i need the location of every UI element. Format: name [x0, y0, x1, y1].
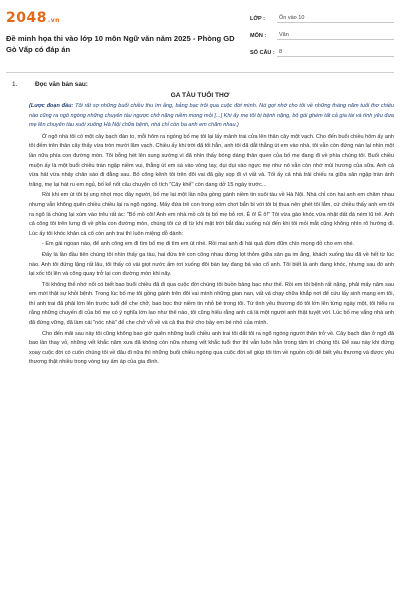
- meta-row-question-count: [250, 44, 394, 61]
- passage-paragraph: Ở ngõ nhà tôi có một cây bạch đàn to, mỗi hôm ra ngóng bố mẹ tôi lại lấy mảnh trai cửa lên thân cây một vạch. Cho đến buổi chiều hôm ấy anh tôi đếm trên thân cây thấy vừa tròn mười lăm vạch. Chiều ấy khi trời đã tối hẳn, anh tôi đã dắt thằng út em vào nhà, tôi vẫn còn đứng nán lại nhìn một lần nữa phía con đường mòn. Tôi bỗng hét lên sung sướng vì đã nhìn thấy bóng dáng thân quen của bố mẹ đang đi về phía chúng tôi. Buổi chiều muộn ấy là một buổi chiều tràn ngập niềm vui, thằng út em sà vào vòng tay, dụi dụi vào ngực mẹ như nó vẫn còn nhớ mùi hương của sữa. Anh cả vừa hát vừa nhảy chân sáo đi đằng sau. Bố cõng kênh tôi trên đôi vai đã gầy sọp đi vì vất vả. Tối ấy cả nhà trải chiếu ra giữa sân ngập tràn ánh trăng, mẹ lại hát ru em ngủ, bố kể nốt câu chuyện cổ tích "Cây khế" còn dang dở 15 ngày trước...: [29, 133, 394, 188]
- meta-row-class: [250, 10, 394, 27]
- intro-lead: (Lược đoạn đầu:: [29, 103, 74, 109]
- meta-value: 8: [277, 49, 394, 57]
- question-prompt: Đọc văn bản sau:: [35, 81, 88, 88]
- passage-paragraph: Cho đến mãi sau này tôi cũng không bao giờ quên những buổi chiều anh trai tôi dắt tôi ra ngõ ngóng người thân trở về. Cây bạch đàn ở ngõ đã bao lần thay vỏ, những vết khắc năm xưa đã không còn nữa nhưng vết khắc tuổi thơ thì vẫn luôn hằn trong tâm trí chúng tôi. Để sau này khi đứng xoay cuộc đời có cuốn chúng tôi về đâu đi nữa thì những buổi chiều ngóng qua cuộc đời sẽ giúp tôi tìm về nguồn cội để biết yêu thương và được yêu thương thật nhiều trong vòng tay ấm áp của gia đình.: [29, 330, 394, 366]
- question-content: [6, 79, 394, 600]
- meta-label: SỐ CÂU :: [250, 49, 275, 56]
- passage-intro: [29, 102, 394, 131]
- question-number: 1.: [12, 81, 18, 88]
- logo-suffix: .vn: [47, 17, 60, 24]
- exam-meta: [250, 10, 394, 61]
- meta-label: LỚP :: [250, 15, 265, 22]
- logo-text: 2048: [6, 10, 47, 26]
- question-heading: [6, 81, 394, 88]
- meta-value: Ôn vào 10: [277, 15, 394, 23]
- page-title: Đề minh họa thi vào lớp 10 môn Ngữ văn năm 2025 - Phòng GD Gò Vấp có đáp án: [6, 34, 235, 54]
- page-header: [0, 0, 400, 72]
- meta-value: Văn: [277, 32, 394, 40]
- site-logo[interactable]: [6, 10, 60, 26]
- passage-paragraph: Tôi không thể nhớ nổi có biết bao buổi chiều đã đi qua cuộc đời chúng tôi buồn bảng bạc như thế. Rồi em tôi bệnh rất nặng, phải mấy năm sau em mới thật sự khỏi bệnh. Trong lúc bố mẹ tôi gồng gánh trên đôi vai mình những gian nan, vất vả chạy chữa khắp nơi để cứu lấy sinh mạng em tôi, thì anh trai đã phải lớn lên trước tuổi để che chở, bao bọc thứ niềm tin nhỏ bé trong tôi. Từ tình yêu thương đó tôi lớn lên từng ngày một, tôi hiểu ra rằng những chuyến đi của bố mẹ có ý nghĩa lớn lao như thế nào, tôi cũng hiểu rằng anh cả là một người anh thật tuyệt vời. Lúc bố mẹ vắng nhà anh đã đứng vững, đã làm cái "nóc nhà" để che chở vỗ về và cả tha thứ cho bầy em bé nhỏ của mình.: [29, 281, 394, 327]
- meta-label: MÔN :: [250, 32, 267, 39]
- intro-text: Tôi rất sợ những buổi chiều thu ìm ắng, bảng bạc trôi qua cuộc đời mình. Nó gợi nhớ cho tôi về những tháng năm tuổi thơ chiều nào cũng ra ngõ ngóng những chuyến tàu ngược chở nặng niềm mong mỏi [...] Khi ấy mẹ tôi bị bệnh nặng, bố gói ghém tất cả gia tài và tính yêu đưa mẹ lên chuyến tàu xuôi xuống Hà Nội chữa bệnh, nhà chỉ còn ba anh em chăm nhau.): [29, 103, 394, 129]
- passage-paragraph: Đấy là lần đầu tiên chúng tôi nhìn thấy ga tàu, hai đứa trẻ con cõng nhau đứng lọt thỏm giữa sân ga im ắng, khách xuống tàu đã về hết từ lúc nào. Anh tôi đứng lặng rất lâu, tôi thấy có vài giọt nước ấm rơi xuống đôi bàn tay đang bá vào cổ anh. Tôi biết là anh đang khóc, nhưng sau đó anh lại xốc tôi lên và cõng quay trở lại con đường mòn khi nãy.: [29, 251, 394, 278]
- meta-row-subject: [250, 27, 394, 44]
- passage-title: GA TÀU TUỔI THƠ: [170, 92, 230, 99]
- passage-paragraph: Rồi khi em út tôi bị ung nhọt mọc đầy người, bố mẹ lại một lần nữa gồng gánh niềm tin xuôi tàu về Hà Nội. Nhà chỉ còn hai anh em chăm nhau nhưng vẫn không quên chiều chiều lại ra ngõ ngóng. Mấy đứa trẻ con trong xóm chơi bắn bi với tôi bị thua nên ghét tôi lắm, cứ chiều thấy anh em tôi ra ngõ là chúng lại xúm vào trêu rất ác: "Bố mồ côi! Anh em nhà mồ côi bị bố mẹ bỏ rơi. Ê ô! Ê ô!" Tôi vừa gào khóc vừa nhặt đất đá ném lũ trẻ. Anh cả cõng tôi trên lưng đi về phía con đường mòn, chúng tôi cứ đi từ khi mặt trời bắt đầu xuống núi đến khi tôi mỏi mắt cũng không nhìn rõ hướng đi. Lúc ấy tôi khóc khản cả cổ còn anh trai thì luôn miệng dỗ dành:: [29, 192, 394, 237]
- passage-paragraph: - Em gái ngoan nào, để anh cõng em đi tìm bố mẹ đi tìm em út nhé. Rồi mai anh đi hái quả đùm đũm chín mọng đỏ cho em nhé.: [42, 241, 355, 248]
- header-divider: [6, 72, 394, 73]
